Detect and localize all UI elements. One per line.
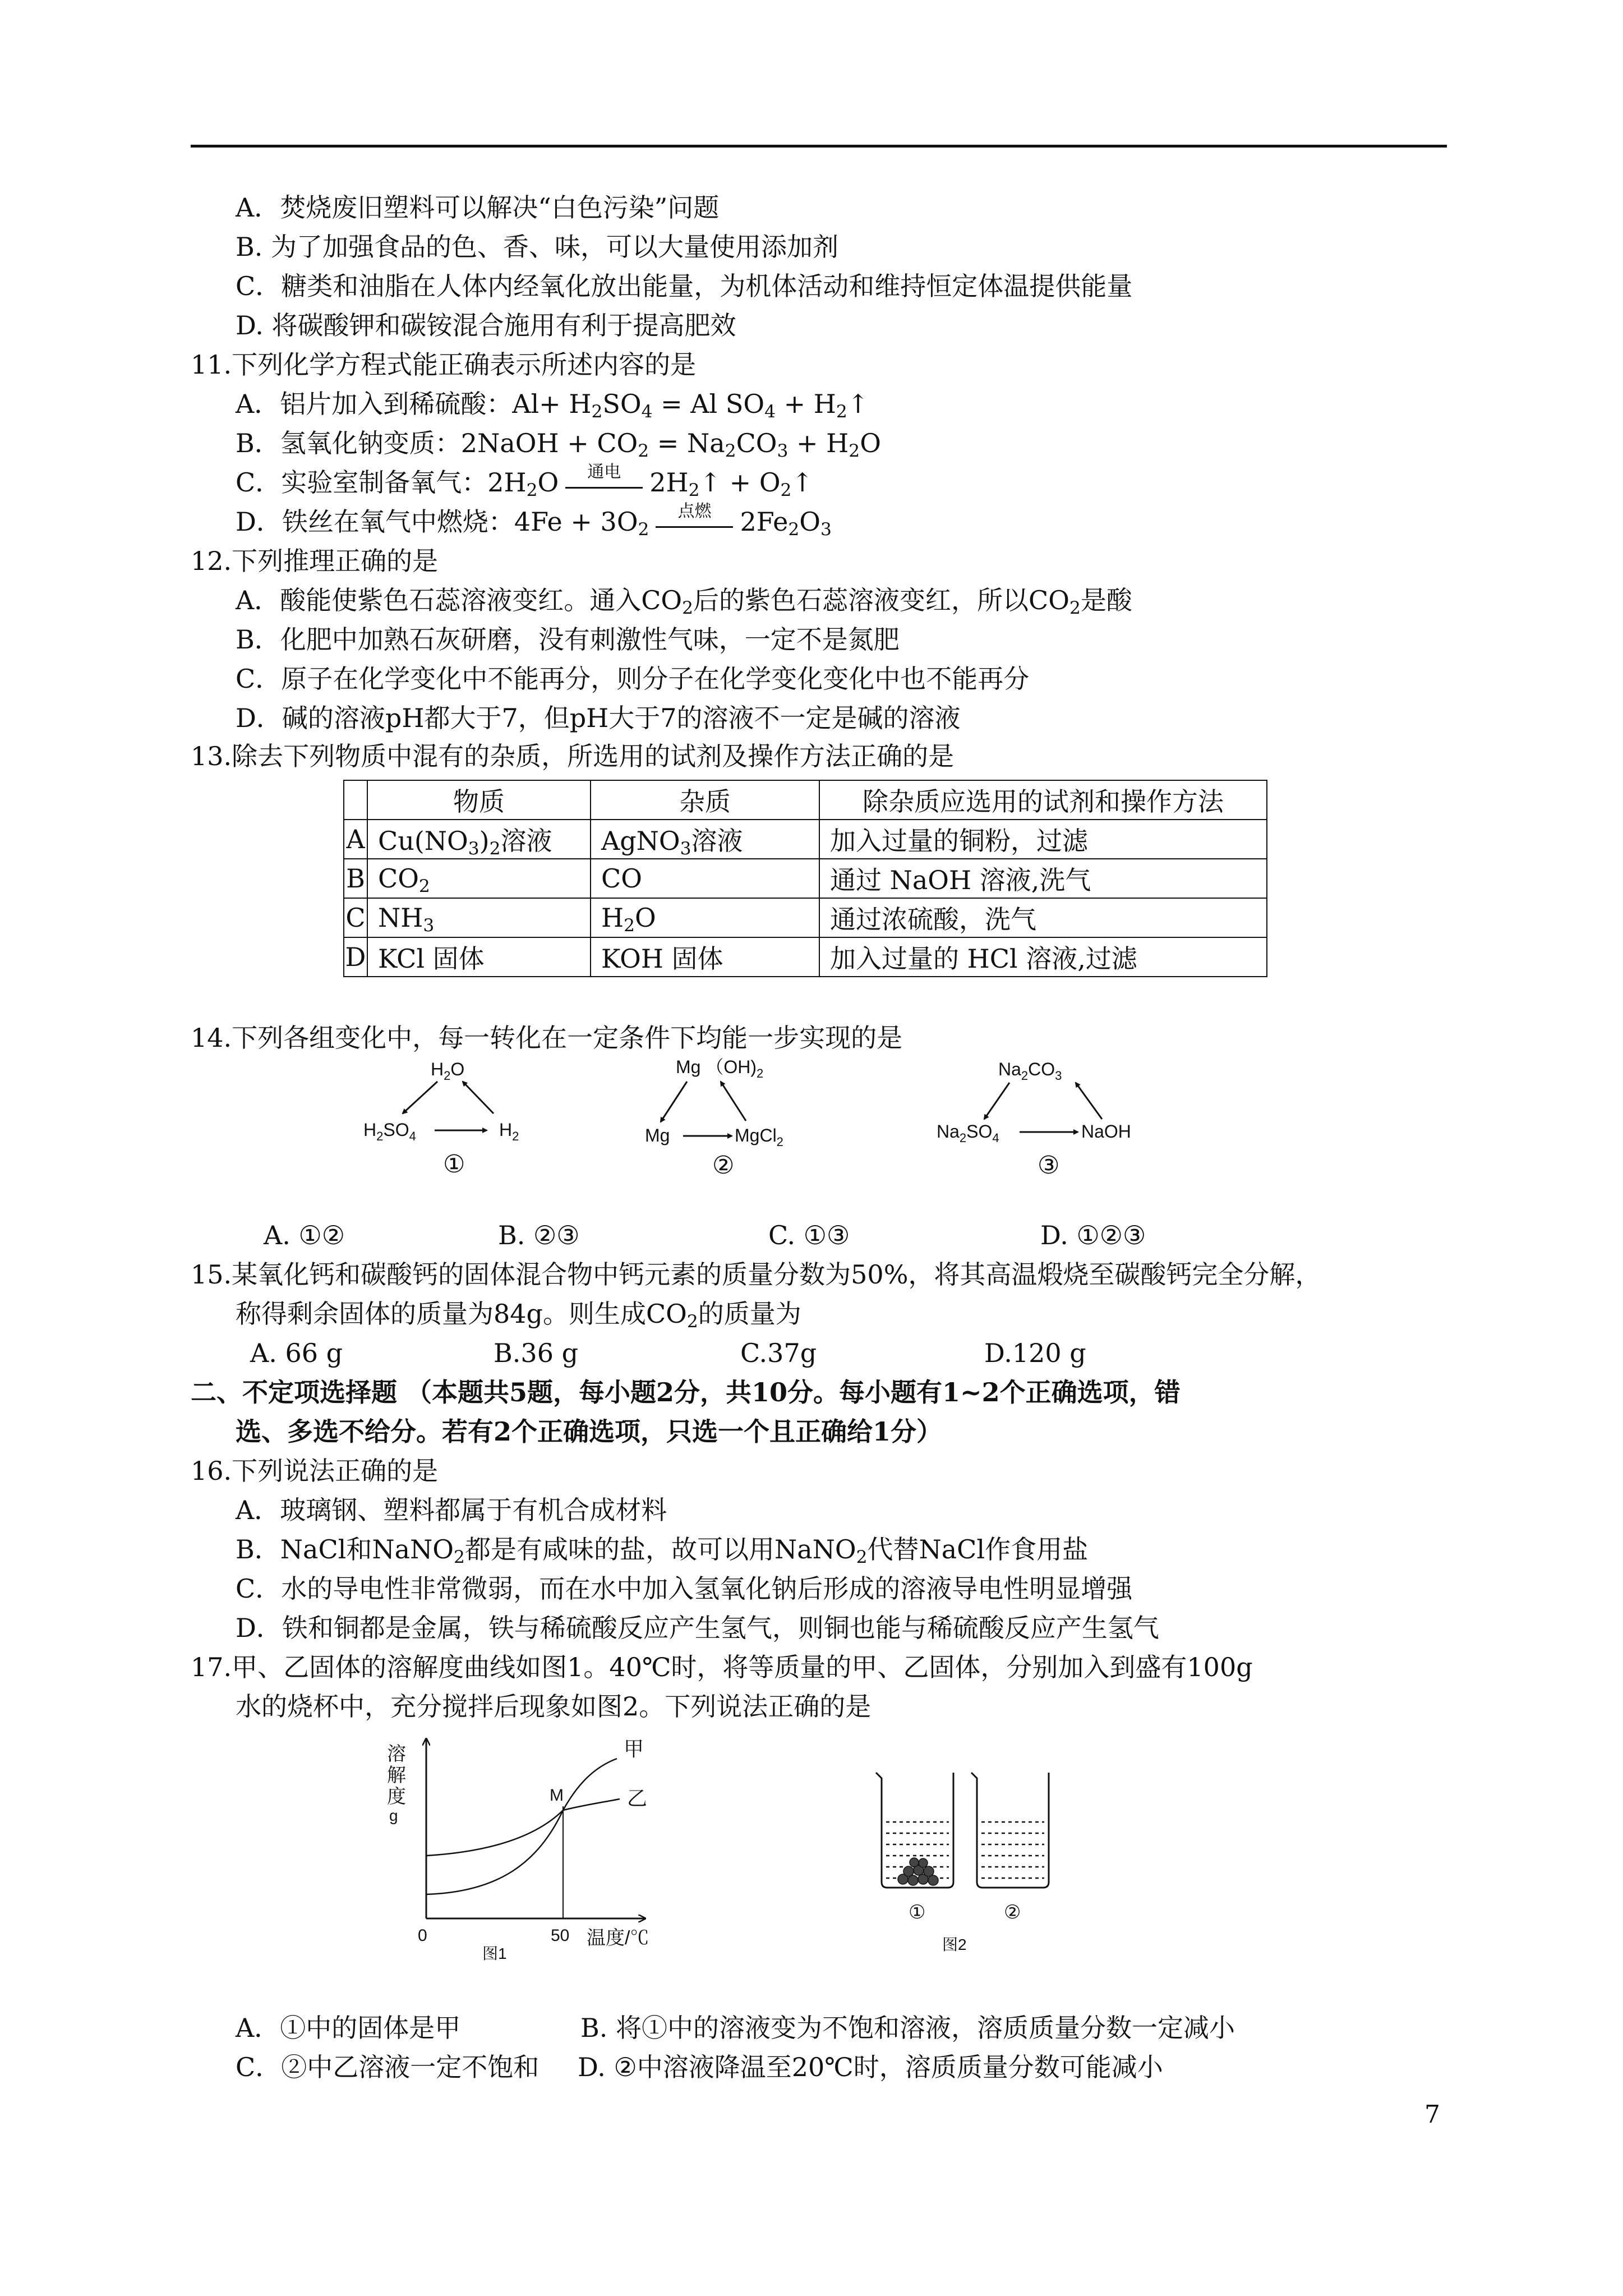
q15-line-1: 15.某氧化钙和碳酸钙的固体混合物中钙元素的质量分数为50%，将其高温煅烧至碳酸钙完全分解， [191, 1259, 1321, 1290]
section-2-heading-cont: 选、多选不给分。若有2个正确选项，只选一个且正确给1分） [236, 1416, 943, 1447]
reaction-condition-arrow: 通电 [562, 466, 646, 499]
origin-label: 0 [418, 1926, 427, 1945]
table-cell: CO [591, 859, 819, 898]
table-cell: 通过 NaOH 溶液,洗气 [819, 859, 1267, 898]
q11-option-b: B．氢氧化钠变质：2NaOH + $CO_2 = Na_2CO_3 + H_2O$ [236, 428, 881, 461]
q12-stem: 12.下列推理正确的是 [191, 546, 439, 576]
table-cell: 通过浓硫酸，洗气 [819, 898, 1267, 937]
q16-stem: 16.下列说法正确的是 [191, 1456, 439, 1486]
q14-option-a: A. ①② [264, 1220, 345, 1250]
table-cell: $CO_2$ [367, 859, 591, 898]
g1-arrow-top-left [403, 1082, 437, 1114]
figure-2-beakers [864, 1739, 1099, 1975]
q16-option-a: A．玻璃钢、塑料都属于有机合成材料 [236, 1495, 667, 1525]
intersection-label-m: M [550, 1786, 564, 1805]
beaker-2-label: ② [1004, 1902, 1021, 1923]
section-2-heading: 二、不定项选择题 （本题共5题，每小题2分，共10分。每小题有1~2个正确选项，错 [191, 1377, 1181, 1407]
x-tick-50: 50 [551, 1926, 570, 1945]
q15-option-d: D.120 g [984, 1338, 1086, 1368]
table-cell: AgNO$_3$溶液 [591, 820, 819, 859]
q10-option-b: B. 为了加强食品的色、香、味，可以大量使用添加剂 [236, 232, 839, 262]
table-header-cell: 物质 [367, 780, 591, 820]
reaction-condition-arrow: 点燃 [652, 505, 736, 539]
q16-option-d: D．铁和铜都是金属，铁与稀硫酸反应产生氢气，则铜也能与稀硫酸反应产生氢气 [236, 1613, 1159, 1643]
y-label-1: 溶 [387, 1743, 406, 1765]
g2-top-label: Mg $(OH)_2$ [676, 1057, 764, 1080]
curve-yi [426, 1799, 620, 1856]
q16-option-b: B．NaCl和NaNO$_2$都是有咸味的盐，故可以用NaNO$_2$代替NaCl作食用盐 [236, 1534, 1089, 1567]
q10-option-d: D. 将碳酸钾和碳铵混合施用有利于提高肥效 [236, 310, 736, 341]
table-cell: KOH 固体 [591, 937, 819, 977]
g1-left-label: $H_2SO_4$ [363, 1120, 416, 1143]
q17-line-2: 水的烧杯中，充分搅拌后现象如图2。下列说法正确的是 [236, 1691, 872, 1722]
curve-label-yi: 乙 [627, 1787, 648, 1810]
g2-left-label: Mg [645, 1125, 670, 1145]
table-cell: KCl 固体 [367, 937, 591, 977]
g1-right-label: $H_2$ [499, 1120, 519, 1143]
figure-1-solubility-curves [370, 1728, 707, 1963]
g1-arrow-right-top [463, 1082, 494, 1114]
table-header-cell: 除杂质应选用的试剂和操作方法 [819, 780, 1267, 820]
curve-jia [426, 1759, 617, 1894]
g3-right-label: NaOH [1081, 1121, 1131, 1142]
q14-option-d: D. ①②③ [1040, 1220, 1146, 1250]
table-cell: D [344, 937, 367, 977]
q12-option-a: A．酸能使紫色石蕊溶液变红。通入$CO_2$后的紫色石蕊溶液变红，所以$CO_2$是酸 [236, 585, 1132, 618]
q11-stem: 11.下列化学方程式能正确表示所述内容的是 [191, 349, 697, 380]
g2-arrow-top-left [661, 1082, 687, 1122]
y-label-unit: g [389, 1807, 398, 1824]
q17-option-b: B. 将①中的溶液变为不饱和溶液，溶质质量分数一定减小 [580, 2013, 1235, 2043]
q17-option-c: C．②中乙溶液一定不饱和 [236, 2052, 540, 2082]
q14-stem: 14.下列各组变化中，每一转化在一定条件下均能一步实现的是 [191, 1023, 903, 1053]
q14-option-c: C. ①③ [768, 1220, 850, 1250]
q11-option-c: C．实验室制备氧气：$2H_2O$ 通电 $2H_2↑$ + $O_2↑$ [236, 462, 813, 500]
q12-option-d: D．碱的溶液pH都大于7，但pH大于7的溶液不一定是碱的溶液 [236, 703, 961, 733]
q14-option-b: B. ②③ [498, 1220, 580, 1250]
table-header-cell: 杂质 [591, 780, 819, 820]
table-cell: $H_2O$ [591, 898, 819, 937]
table-cell: $NH_3$ [367, 898, 591, 937]
figure-2-caption: 图2 [942, 1936, 967, 1953]
beaker-1-label: ① [909, 1902, 926, 1923]
table-cell: A [344, 820, 367, 859]
y-label-2: 解 [387, 1765, 406, 1786]
g2-right-label: MgCl$_2$ [735, 1125, 783, 1149]
q17-line-1: 17.甲、乙固体的溶解度曲线如图1。40℃时，将等质量的甲、乙固体，分别加入到盛有100g [191, 1652, 1253, 1682]
q15-option-a: A. 66 g [250, 1338, 343, 1368]
q11-option-a: A．铝片加入到稀硫酸：$Al+ H_2SO_4 = Al$ $SO_4$ + $H_2↑$ [236, 389, 869, 422]
g3-arrow-top-left [984, 1083, 1009, 1119]
figure-1-caption: 图1 [482, 1945, 507, 1962]
q12-option-b: B．化肥中加熟石灰研磨，没有刺激性气味，一定不是氮肥 [236, 624, 900, 655]
q10-option-c: C．糖类和油脂在人体内经氧化放出能量，为机体活动和维持恒定体温提供能量 [236, 271, 1133, 301]
g1-number: ① [443, 1151, 465, 1178]
table-cell: 加入过量的铜粉，过滤 [819, 820, 1267, 859]
q15-option-b: B.36 g [494, 1338, 579, 1368]
q17-option-a: A．①中的固体是甲 [236, 2013, 461, 2043]
y-label-3: 度 [387, 1786, 406, 1807]
q15-line-2: 称得剩余固体的质量为84g。则生成$CO_2$的质量为 [236, 1299, 801, 1332]
curve-label-jia: 甲 [624, 1737, 644, 1760]
q13-stem: 13.除去下列物质中混有的杂质，所选用的试剂及操作方法正确的是 [191, 741, 955, 771]
g2-arrow-right-top [721, 1082, 746, 1121]
table-cell: B [344, 859, 367, 898]
q12-option-c: C．原子在化学变化中不能再分，则分子在化学变化变化中也不能再分 [236, 664, 1030, 694]
q16-option-c: C．水的导电性非常微弱，而在水中加入氢氧化钠后形成的溶液导电性明显增强 [236, 1573, 1133, 1604]
q10-option-a: A．焚烧废旧塑料可以解决“白色污染”问题 [236, 192, 720, 223]
table-cell: 加入过量的 HCl 溶液,过滤 [819, 937, 1267, 977]
g3-arrow-right-top [1076, 1083, 1102, 1119]
beaker-2 [971, 1773, 1049, 1888]
q11-option-d: D．铁丝在氧气中燃烧：$4Fe + 3O_2$ 点燃 $2Fe_2O_3$ [236, 501, 832, 540]
page-number: 7 [1424, 2100, 1440, 2129]
q15-option-c: C.37g [740, 1338, 817, 1368]
g3-number: ③ [1038, 1152, 1060, 1179]
table-cell: C [344, 898, 367, 937]
g3-top-label: $Na_2CO_3$ [998, 1059, 1062, 1083]
g2-number: ② [712, 1152, 735, 1179]
q17-option-d: D. ②中溶液降温至20℃时，溶质质量分数可能减小 [578, 2052, 1163, 2082]
g1-top-label: $H_2O$ [431, 1059, 465, 1083]
undissolved-solid [898, 1858, 938, 1885]
g3-left-label: $Na_2SO_4$ [937, 1121, 999, 1145]
table-cell: $Cu(NO_3)_2$溶液 [367, 820, 591, 859]
x-axis-label: 温度/℃ [587, 1927, 649, 1949]
